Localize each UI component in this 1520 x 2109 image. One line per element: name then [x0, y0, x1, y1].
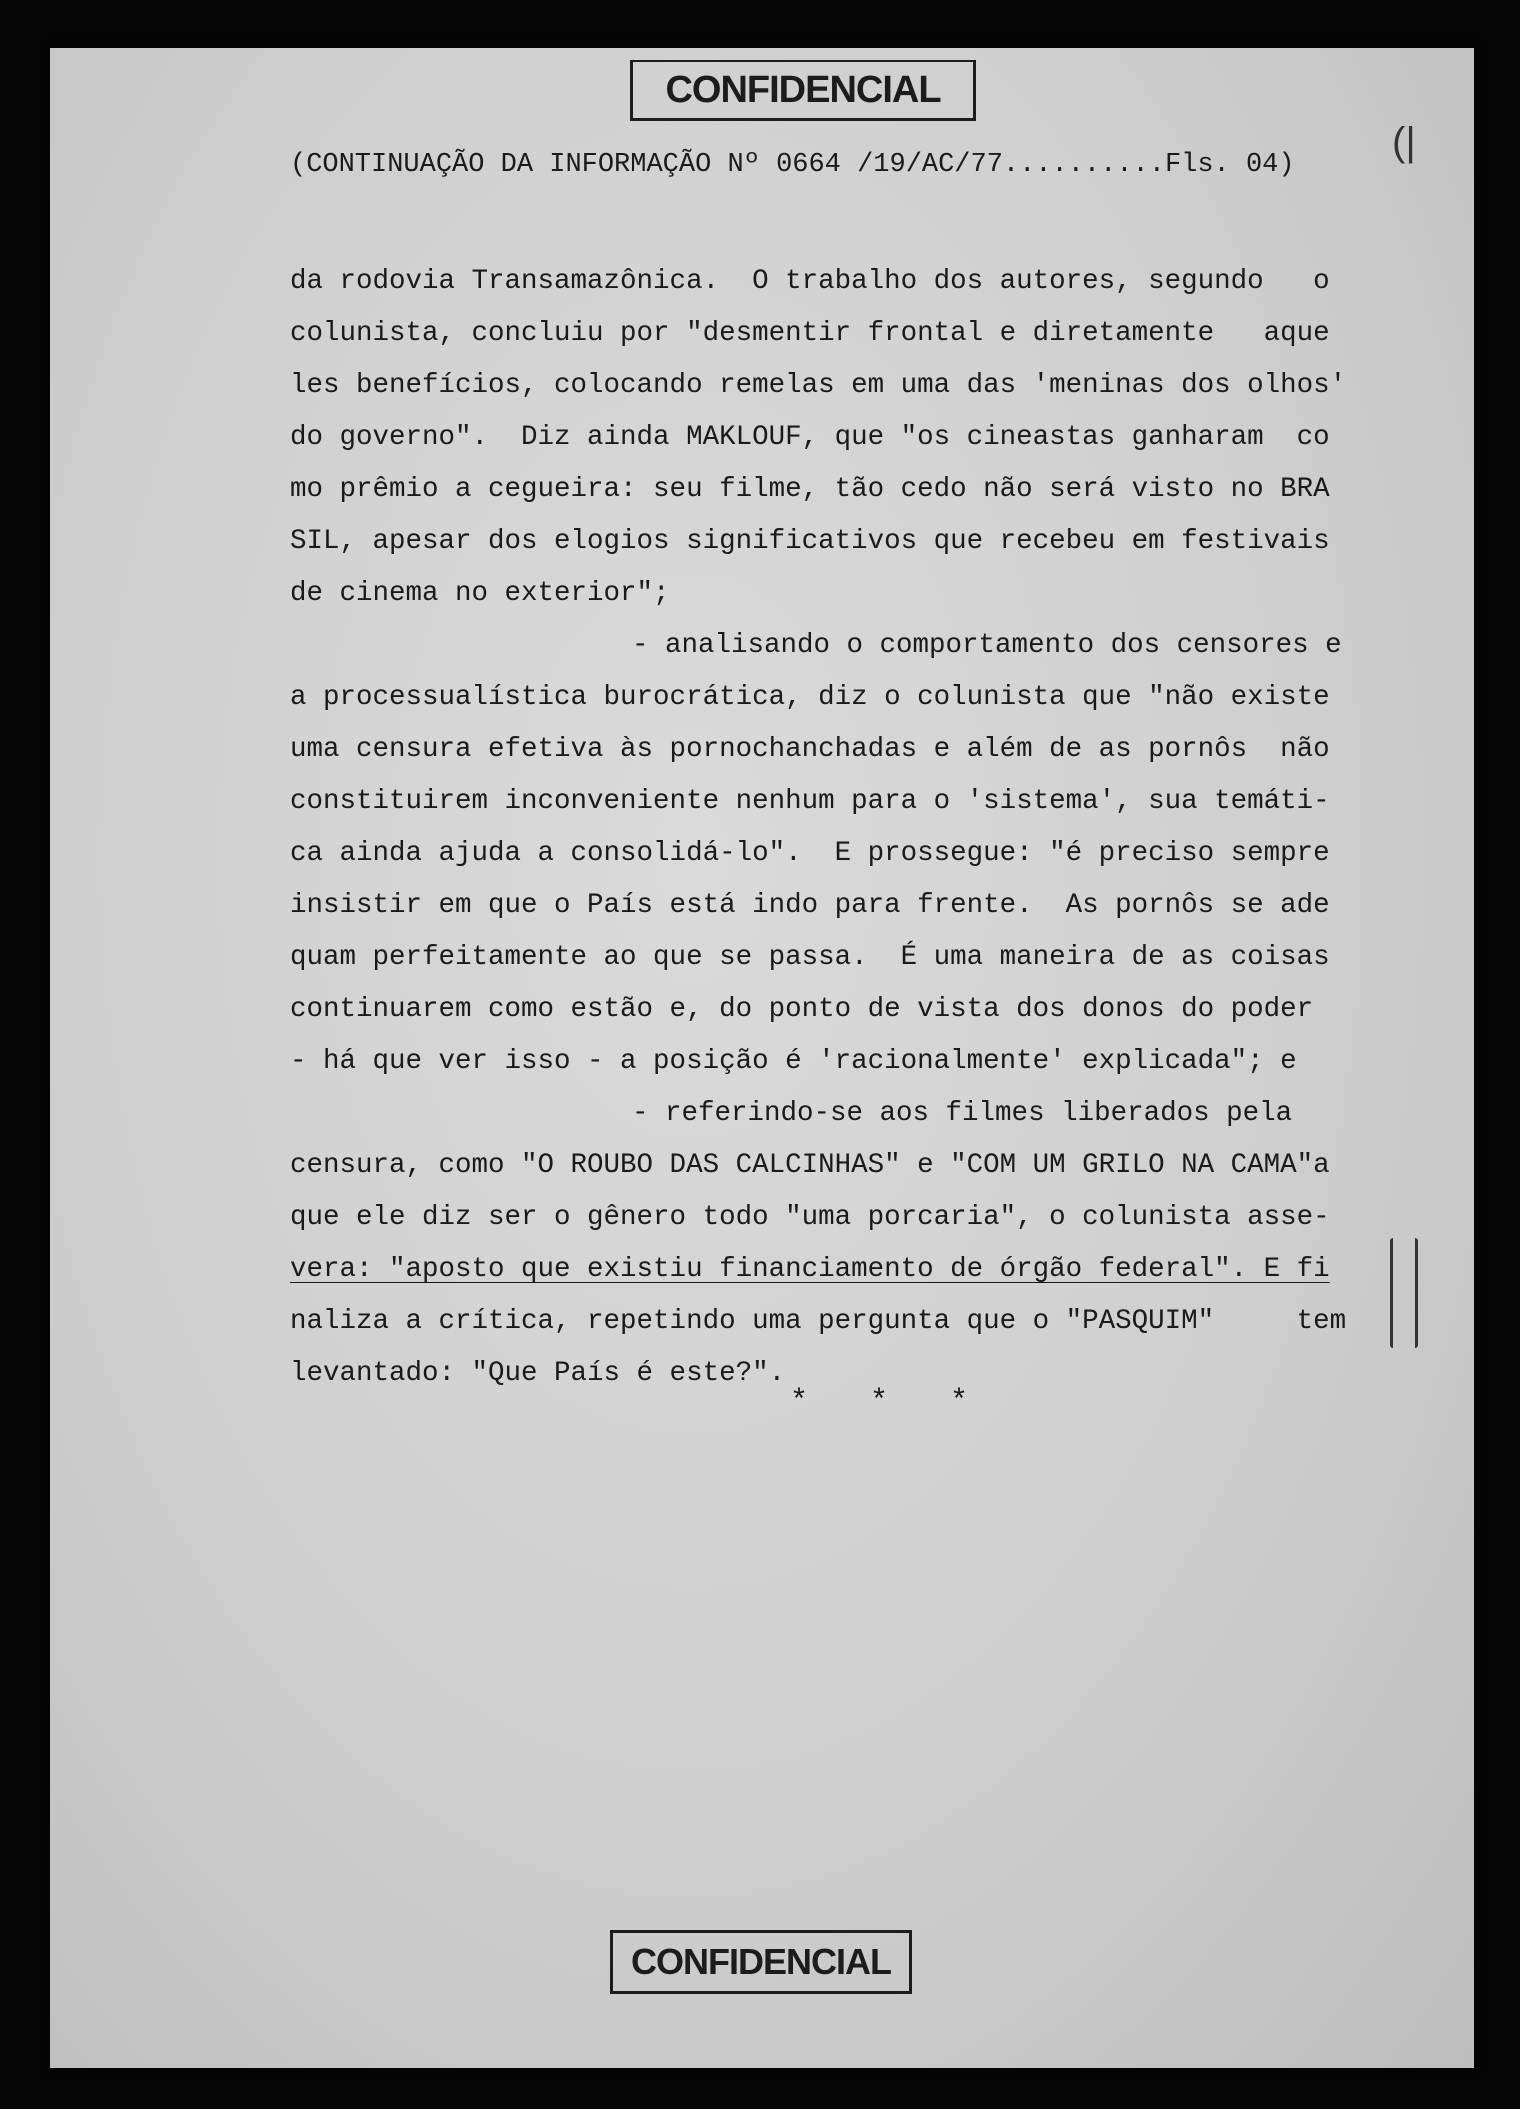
handwritten-page-mark: (| — [1392, 120, 1416, 164]
text-line-2: colunista, concluiu por "desmentir frontal e diretamente aque — [290, 318, 1330, 349]
text-line-18: censura, como "O ROUBO DAS CALCINHAS" e "COM UM GRILO NA CAMA"a — [290, 1150, 1330, 1181]
text-line-1: da rodovia Transamazônica. O trabalho dos autores, segundo o — [290, 266, 1330, 297]
text-line-19: que ele diz ser o gênero todo "uma porcaria", o colunista asse- — [290, 1202, 1330, 1233]
text-line-7: de cinema no exterior"; — [290, 578, 670, 609]
section-end-stars: * * * — [790, 1385, 991, 1419]
text-line-11: constituirem inconveniente nenhum para o 'sistema', sua temáti- — [290, 786, 1330, 817]
text-line-3: les benefícios, colocando remelas em uma das 'meninas dos olhos' — [290, 370, 1347, 401]
document-header: (CONTINUAÇÃO DA INFORMAÇÃO Nº 0664 /19/AC/77..........Fls. 04) — [290, 150, 1295, 180]
text-line-6: SIL, apesar dos elogios significativos que recebeu em festivais — [290, 526, 1330, 557]
text-line-22: levantado: "Que País é este?". — [290, 1358, 786, 1389]
text-line-4: do governo". Diz ainda MAKLOUF, que "os cineastas ganharam co — [290, 422, 1330, 453]
text-line-9: a processualística burocrática, diz o colunista que "não existe — [290, 682, 1330, 713]
text-line-8: - analisando o comportamento dos censores e — [632, 630, 1342, 661]
document-page — [50, 48, 1474, 2068]
text-line-5: mo prêmio a cegueira: seu filme, tão cedo não será visto no BRA — [290, 474, 1330, 505]
body-text — [290, 256, 1385, 1400]
text-line-14: quam perfeitamente ao que se passa. É uma maneira de as coisas — [290, 942, 1330, 973]
confidential-stamp-bottom: CONFIDENCIAL — [610, 1930, 912, 1994]
text-line-15: continuarem como estão e, do ponto de vista dos donos do poder — [290, 994, 1314, 1025]
text-line-13: insistir em que o País está indo para frente. As pornôs se ade — [290, 890, 1330, 921]
text-line-10: uma censura efetiva às pornochanchadas e além de as pornôs não — [290, 734, 1330, 765]
text-line-16: - há que ver isso - a posição é 'racionalmente' explicada"; e — [290, 1046, 1297, 1077]
text-line-17: - referindo-se aos filmes liberados pela — [632, 1098, 1293, 1129]
handwritten-margin-mark — [1390, 1238, 1418, 1348]
text-line-20: vera: "aposto que existiu financiamento de órgão federal". E fi — [290, 1254, 1330, 1285]
text-line-21: naliza a crítica, repetindo uma pergunta que o "PASQUIM" tem — [290, 1306, 1347, 1337]
confidential-stamp-top: CONFIDENCIAL — [630, 60, 976, 121]
text-line-12: ca ainda ajuda a consolidá-lo". E prossegue: "é preciso sempre — [290, 838, 1330, 869]
